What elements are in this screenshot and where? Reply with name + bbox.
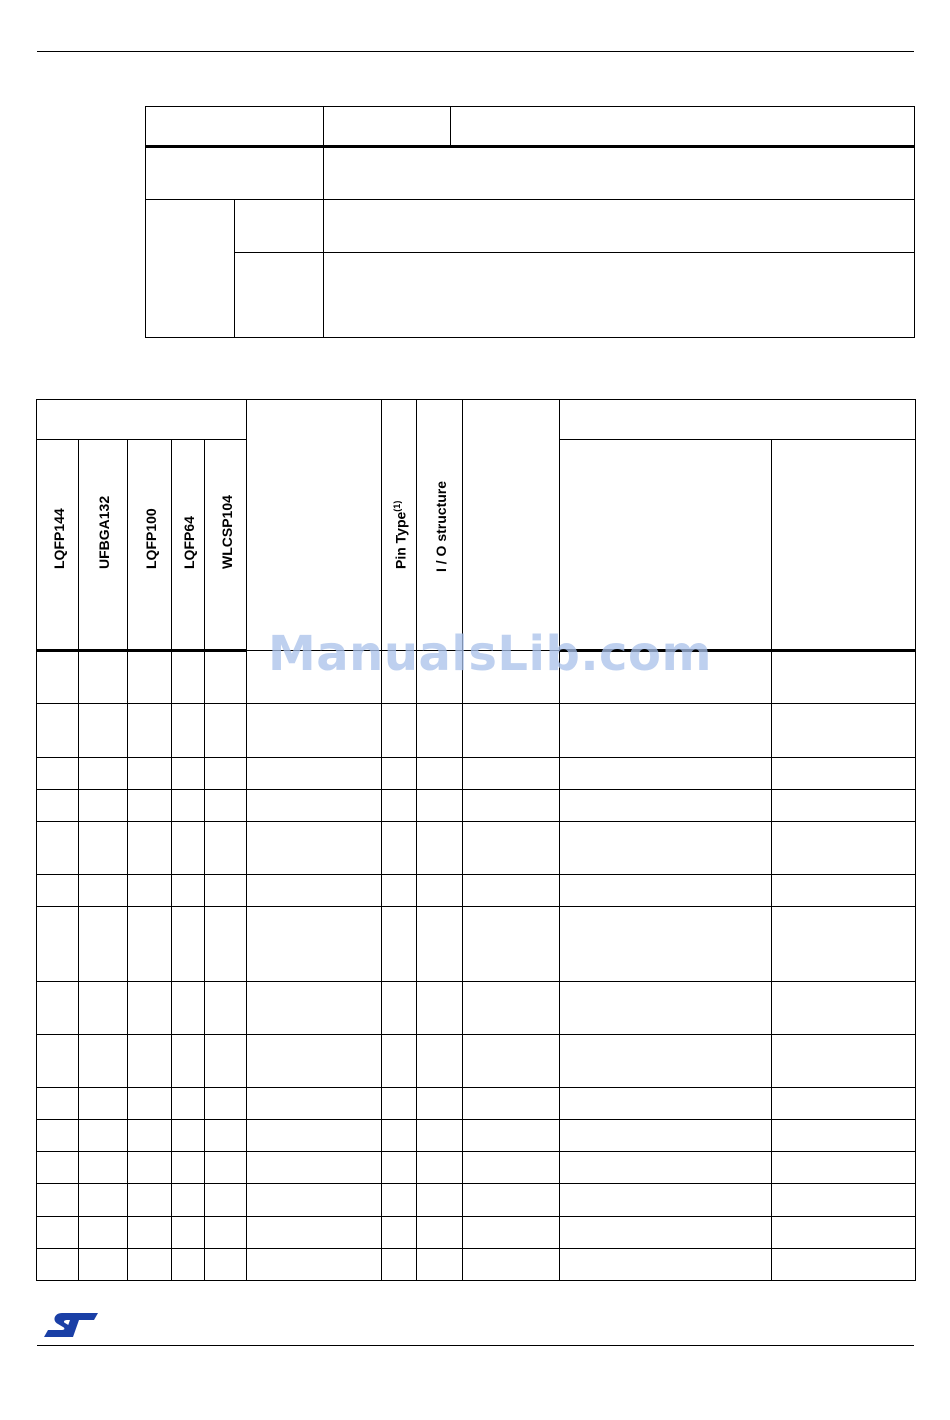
- table-cell: [172, 907, 205, 981]
- table-cell: [560, 704, 772, 757]
- table-cell: [463, 875, 560, 907]
- table-cell: [463, 1152, 560, 1184]
- table-cell: [772, 1248, 916, 1280]
- table-cell: [417, 875, 463, 907]
- table-cell: [772, 1184, 916, 1216]
- table-cell: [560, 1248, 772, 1280]
- table-cell: [128, 907, 172, 981]
- table-cell: [560, 875, 772, 907]
- table-cell: [172, 1088, 205, 1120]
- table-cell: [128, 1184, 172, 1216]
- table-cell: [79, 789, 128, 821]
- table-row: [37, 704, 916, 757]
- table-cell: [560, 821, 772, 874]
- table-row: [37, 1120, 916, 1152]
- table-cell: [382, 981, 417, 1034]
- table-cell: [172, 1248, 205, 1280]
- table-cell: [417, 757, 463, 789]
- table-cell: [382, 907, 417, 981]
- table-cell: [560, 1034, 772, 1087]
- table-cell: [463, 981, 560, 1034]
- pin-type-header: [382, 400, 417, 651]
- watermark: ManualsLib.com: [268, 626, 712, 682]
- table-cell: [128, 981, 172, 1034]
- table-cell: [772, 757, 916, 789]
- package-header-ufbga132: UFBGA132: [79, 440, 128, 651]
- table-cell: [417, 704, 463, 757]
- table-cell: [37, 1248, 79, 1280]
- table-cell: [463, 704, 560, 757]
- table-cell: [205, 1034, 247, 1087]
- table-cell: [79, 1088, 128, 1120]
- table-cell: [772, 821, 916, 874]
- table-cell: [417, 821, 463, 874]
- table-cell: [79, 907, 128, 981]
- table-cell: [382, 704, 417, 757]
- table-cell: [37, 1120, 79, 1152]
- table-cell: [172, 821, 205, 874]
- table-cell: [382, 1152, 417, 1184]
- table-cell: [79, 981, 128, 1034]
- table-cell: [79, 821, 128, 874]
- package-header-lqfp64: LQFP64: [172, 440, 205, 651]
- table-cell: [772, 1088, 916, 1120]
- table-cell: [79, 1120, 128, 1152]
- table-row: [37, 821, 916, 874]
- table-cell: [417, 1152, 463, 1184]
- table-cell: [37, 1088, 79, 1120]
- table-cell: [172, 1216, 205, 1248]
- table-cell: [247, 704, 382, 757]
- table-cell: [205, 1120, 247, 1152]
- table-cell: [560, 757, 772, 789]
- table-cell: [128, 651, 172, 704]
- table-cell: [417, 907, 463, 981]
- table-cell: [172, 1120, 205, 1152]
- table-cell: [172, 875, 205, 907]
- pin-name-header: [247, 400, 382, 651]
- alternate-functions-header: [560, 440, 772, 651]
- table-cell: [37, 757, 79, 789]
- functions-group-header: [560, 400, 916, 440]
- table-cell: [247, 1248, 382, 1280]
- table-cell: [205, 1184, 247, 1216]
- table-row: [37, 1152, 916, 1184]
- table-row: [37, 1248, 916, 1280]
- table-cell: [37, 907, 79, 981]
- notes-header: [463, 400, 560, 651]
- table-cell: [79, 1184, 128, 1216]
- legend-header-cell: [146, 107, 324, 147]
- package-header-wlcsp104: WLCSP104: [205, 440, 247, 651]
- table-cell: [79, 875, 128, 907]
- table-cell: [37, 1184, 79, 1216]
- table-cell: [79, 757, 128, 789]
- table-cell: [463, 1120, 560, 1152]
- legend-cell: [146, 147, 324, 200]
- table-cell: [417, 981, 463, 1034]
- table-cell: [128, 1120, 172, 1152]
- table-cell: [128, 875, 172, 907]
- table-cell: [417, 789, 463, 821]
- table-cell: [382, 1088, 417, 1120]
- table-cell: [37, 981, 79, 1034]
- table-cell: [382, 821, 417, 874]
- table-cell: [128, 1034, 172, 1087]
- additional-functions-header: [772, 440, 916, 651]
- table-cell: [382, 1120, 417, 1152]
- table-cell: [772, 704, 916, 757]
- table-cell: [205, 704, 247, 757]
- legend-cell: [235, 253, 324, 338]
- footer-rule: [37, 1345, 914, 1346]
- table-cell: [463, 1248, 560, 1280]
- table-cell: [247, 981, 382, 1034]
- table-cell: [560, 1120, 772, 1152]
- table-cell: [463, 907, 560, 981]
- table-cell: [382, 1216, 417, 1248]
- table-cell: [79, 1152, 128, 1184]
- io-structure-header: [417, 400, 463, 651]
- table-row: [37, 1184, 916, 1216]
- table-cell: [560, 1184, 772, 1216]
- table-cell: [37, 704, 79, 757]
- header-rule: [37, 51, 914, 52]
- table-cell: [172, 1184, 205, 1216]
- pinout-body: [37, 651, 916, 1281]
- table-cell: [79, 651, 128, 704]
- table-cell: [463, 1184, 560, 1216]
- legend-table: [145, 106, 915, 338]
- table-cell: [247, 1152, 382, 1184]
- table-cell: [772, 1216, 916, 1248]
- table-cell: [205, 1216, 247, 1248]
- pin-type-note: (1): [392, 501, 403, 513]
- table-cell: [772, 1034, 916, 1087]
- table-cell: [37, 821, 79, 874]
- table-cell: [247, 789, 382, 821]
- table-cell: [463, 1034, 560, 1087]
- table-cell: [205, 1088, 247, 1120]
- table-cell: [463, 757, 560, 789]
- table-cell: [205, 821, 247, 874]
- table-cell: [128, 757, 172, 789]
- table-cell: [37, 1216, 79, 1248]
- table-cell: [172, 704, 205, 757]
- table-row: [37, 1034, 916, 1087]
- table-cell: [417, 1088, 463, 1120]
- table-cell: [37, 875, 79, 907]
- legend-header-cell: [451, 107, 915, 147]
- table-cell: [247, 821, 382, 874]
- table-cell: [417, 1184, 463, 1216]
- legend-cell: [235, 200, 324, 253]
- table-cell: [772, 789, 916, 821]
- legend-cell: [146, 200, 235, 338]
- table-cell: [463, 821, 560, 874]
- table-cell: [560, 1216, 772, 1248]
- table-cell: [560, 1088, 772, 1120]
- table-cell: [417, 1216, 463, 1248]
- legend-cell: [324, 200, 915, 253]
- table-cell: [128, 1248, 172, 1280]
- table-cell: [205, 651, 247, 704]
- table-cell: [172, 1034, 205, 1087]
- table-cell: [247, 875, 382, 907]
- table-cell: [79, 1034, 128, 1087]
- table-cell: [79, 704, 128, 757]
- table-cell: [560, 907, 772, 981]
- table-cell: [128, 1088, 172, 1120]
- table-row: [37, 907, 916, 981]
- table-cell: [463, 1216, 560, 1248]
- table-cell: [772, 981, 916, 1034]
- table-cell: [247, 1088, 382, 1120]
- table-cell: [772, 1120, 916, 1152]
- table-cell: [382, 875, 417, 907]
- table-cell: [247, 1216, 382, 1248]
- table-cell: [128, 1152, 172, 1184]
- table-cell: [205, 1248, 247, 1280]
- table-cell: [247, 907, 382, 981]
- table-cell: [37, 651, 79, 704]
- package-header-lqfp100: LQFP100: [128, 440, 172, 651]
- table-cell: [463, 1088, 560, 1120]
- table-row: [37, 789, 916, 821]
- package-header-lqfp144: LQFP144: [37, 440, 79, 651]
- table-row: [37, 1088, 916, 1120]
- legend-cell: [324, 253, 915, 338]
- table-cell: [37, 1152, 79, 1184]
- st-logo-icon: [42, 1311, 100, 1339]
- table-cell: [772, 1152, 916, 1184]
- table-cell: [172, 789, 205, 821]
- table-cell: [205, 1152, 247, 1184]
- table-cell: [205, 789, 247, 821]
- table-cell: [128, 1216, 172, 1248]
- legend-cell: [324, 147, 915, 200]
- table-row: [37, 757, 916, 789]
- table-cell: [417, 1034, 463, 1087]
- table-cell: [172, 757, 205, 789]
- table-cell: [247, 1120, 382, 1152]
- table-cell: [128, 789, 172, 821]
- table-cell: [382, 757, 417, 789]
- table-row: [37, 1216, 916, 1248]
- table-cell: [772, 907, 916, 981]
- package-group-header: [37, 400, 247, 440]
- table-cell: [417, 1248, 463, 1280]
- table-cell: [382, 789, 417, 821]
- table-cell: [37, 789, 79, 821]
- pinout-table: [36, 399, 916, 1281]
- table-cell: [382, 1184, 417, 1216]
- table-cell: [382, 1248, 417, 1280]
- legend-header-cell: [324, 107, 451, 147]
- table-cell: [382, 1034, 417, 1087]
- table-cell: [172, 1152, 205, 1184]
- table-cell: [560, 1152, 772, 1184]
- table-cell: [79, 1248, 128, 1280]
- table-cell: [560, 789, 772, 821]
- table-cell: [560, 981, 772, 1034]
- table-cell: [205, 907, 247, 981]
- io-structure-label: I / O structure: [432, 480, 449, 572]
- pin-type-label: Pin Type: [392, 512, 409, 570]
- table-cell: [128, 704, 172, 757]
- table-cell: [37, 1034, 79, 1087]
- table-cell: [772, 875, 916, 907]
- table-cell: [247, 757, 382, 789]
- table-row: [37, 875, 916, 907]
- table-cell: [128, 821, 172, 874]
- table-cell: [247, 1184, 382, 1216]
- table-cell: [205, 757, 247, 789]
- table-row: [37, 981, 916, 1034]
- table-cell: [463, 789, 560, 821]
- table-cell: [172, 981, 205, 1034]
- table-cell: [205, 875, 247, 907]
- table-cell: [205, 981, 247, 1034]
- table-cell: [247, 1034, 382, 1087]
- table-cell: [772, 651, 916, 704]
- table-cell: [172, 651, 205, 704]
- table-cell: [417, 1120, 463, 1152]
- table-cell: [79, 1216, 128, 1248]
